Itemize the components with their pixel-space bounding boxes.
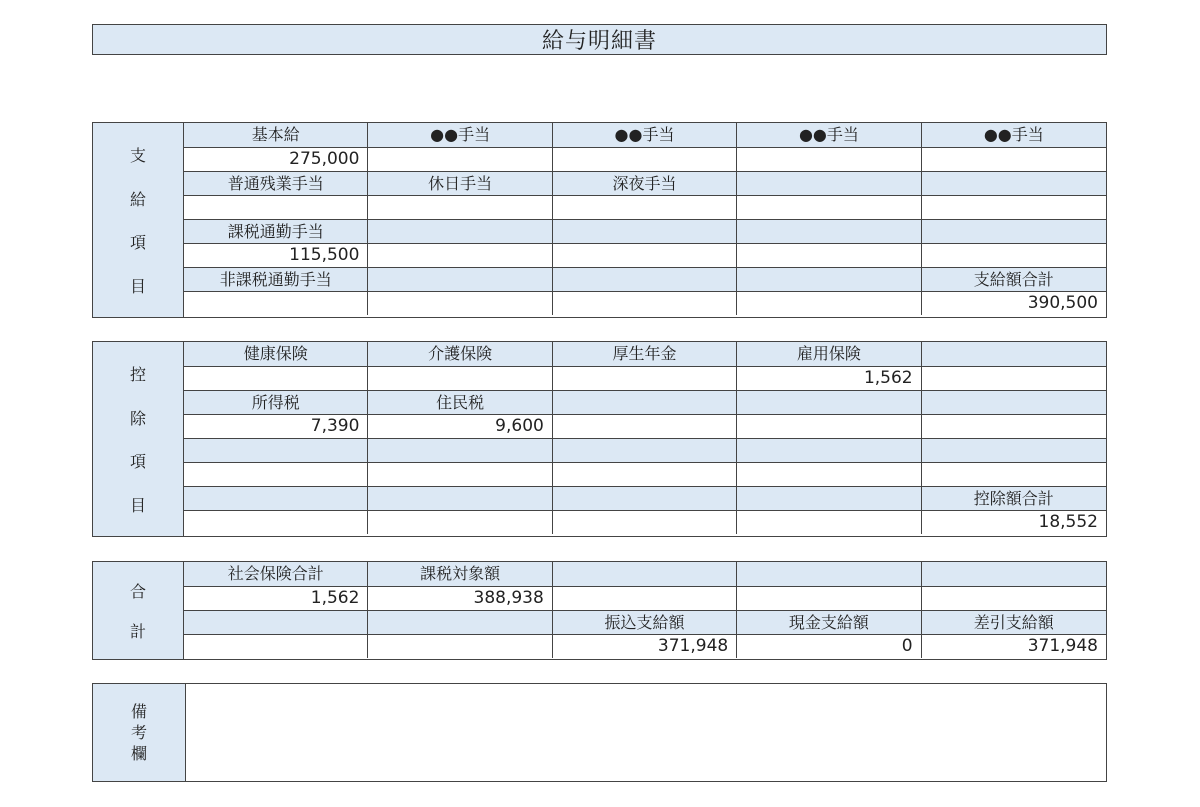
label-row: [184, 171, 1106, 195]
amount-cell[interactable]: [737, 463, 921, 486]
amount-cell[interactable]: [553, 148, 737, 171]
amount-cell[interactable]: [737, 415, 921, 438]
item-label-cell: [922, 439, 1106, 462]
side-label-char: 備: [130, 702, 147, 721]
amount-cell[interactable]: [184, 292, 368, 315]
amount-cell[interactable]: [922, 367, 1106, 390]
side-label-char: 計: [130, 622, 147, 641]
amount-cell[interactable]: [184, 196, 368, 219]
item-label-cell: [922, 220, 1106, 243]
label-row: [184, 219, 1106, 243]
item-label-cell: [737, 439, 921, 462]
item-label-cell: [184, 487, 368, 510]
side-label-char: 考: [130, 723, 147, 742]
label-row: [184, 610, 1106, 634]
item-label-cell: 課税通勤手当: [184, 220, 368, 243]
amount-cell[interactable]: [553, 587, 737, 610]
label-row: [184, 342, 1106, 366]
side-label-char: 目: [130, 495, 147, 515]
deductions-side-label: [93, 342, 184, 536]
value-row: [184, 414, 1106, 438]
side-label-char: 合: [130, 582, 147, 601]
item-label-cell: 普通残業手当: [184, 172, 368, 195]
value-row: [184, 147, 1106, 171]
amount-cell[interactable]: [368, 244, 552, 267]
amount-cell[interactable]: 1,562: [184, 587, 368, 610]
item-label-cell: [922, 342, 1106, 366]
amount-cell[interactable]: 371,948: [553, 635, 737, 658]
value-row: [184, 462, 1106, 486]
totals-side-label: [93, 562, 184, 659]
totals-section: [92, 561, 1107, 660]
item-label-cell: [737, 391, 921, 414]
side-label-char: 控: [130, 365, 147, 385]
amount-cell[interactable]: [737, 587, 921, 610]
value-row: [184, 586, 1106, 610]
totals-grid: [184, 562, 1106, 659]
amount-cell[interactable]: 1,562: [737, 367, 921, 390]
amount-cell[interactable]: [184, 367, 368, 390]
item-label-cell: [553, 268, 737, 291]
item-label-cell: 現金支給額: [737, 611, 921, 634]
deductions-grid: [184, 342, 1106, 536]
amount-cell[interactable]: [737, 244, 921, 267]
item-label-cell: 支給額合計: [973, 270, 1054, 289]
amount-cell[interactable]: 7,390: [184, 415, 368, 438]
amount-cell[interactable]: [184, 511, 368, 534]
amount-cell[interactable]: [737, 148, 921, 171]
value-row: [184, 634, 1106, 658]
side-label-char: 目: [130, 276, 147, 296]
item-label-cell: [553, 487, 737, 510]
label-row: [184, 438, 1106, 462]
amount-cell[interactable]: [922, 196, 1106, 219]
amount-cell[interactable]: [368, 196, 552, 219]
notes-side-label: [93, 684, 186, 781]
item-label-cell: [184, 439, 368, 462]
item-label-cell: [922, 391, 1106, 414]
side-label-char: 欄: [130, 744, 147, 763]
amount-cell[interactable]: [553, 415, 737, 438]
amount-cell[interactable]: [922, 244, 1106, 267]
item-label-cell: [368, 268, 552, 291]
amount-cell[interactable]: 9,600: [368, 415, 552, 438]
amount-cell[interactable]: [553, 292, 737, 315]
amount-cell[interactable]: 0: [737, 635, 921, 658]
label-row: [184, 267, 1106, 291]
notes-section: [92, 683, 1107, 782]
item-label-cell: 差引支給額: [973, 613, 1054, 632]
value-row: [184, 366, 1106, 390]
amount-cell[interactable]: [368, 292, 552, 315]
item-label-cell: 所得税: [184, 391, 368, 414]
item-label-cell: 基本給: [184, 123, 368, 147]
amount-cell[interactable]: [368, 511, 552, 534]
side-label-char: 除: [130, 408, 147, 428]
page-title-text: 給与明細書: [541, 29, 657, 54]
item-label-cell: ●●手当: [737, 123, 921, 147]
item-label-cell: [737, 268, 921, 291]
amount-cell[interactable]: [553, 463, 737, 486]
item-label-cell: 深夜手当: [553, 172, 737, 195]
side-label-char: 給: [130, 189, 147, 209]
item-label-cell: [737, 562, 921, 586]
label-row: [184, 486, 1106, 510]
item-label-cell: [184, 611, 368, 634]
amount-cell[interactable]: [737, 292, 921, 315]
payments-grid: [184, 123, 1106, 317]
amount-cell[interactable]: [184, 463, 368, 486]
amount-cell[interactable]: [922, 463, 1106, 486]
amount-cell[interactable]: 390,500: [1027, 293, 1098, 313]
item-label-cell: [922, 172, 1106, 195]
item-label-cell: 社会保険合計: [184, 562, 368, 586]
amount-cell[interactable]: 388,938: [368, 587, 552, 610]
item-label-cell: [553, 439, 737, 462]
item-label-cell: [368, 487, 552, 510]
item-label-cell: [368, 611, 552, 634]
amount-cell[interactable]: 275,000: [184, 148, 368, 171]
item-label-cell: [553, 391, 737, 414]
amount-cell[interactable]: [922, 587, 1106, 610]
item-label-cell: [737, 220, 921, 243]
item-label-cell: 非課税通勤手当: [184, 268, 368, 291]
payments-side-label: [93, 123, 184, 317]
item-label-cell: 厚生年金: [553, 342, 737, 366]
amount-cell[interactable]: [922, 415, 1106, 438]
item-label-cell: ●●手当: [983, 125, 1044, 144]
label-row: [184, 390, 1106, 414]
item-label-cell: 健康保険: [184, 342, 368, 366]
amount-cell[interactable]: 18,552: [1038, 512, 1098, 532]
amount-cell[interactable]: [368, 463, 552, 486]
amount-cell[interactable]: [922, 148, 1106, 171]
notes-body[interactable]: [186, 684, 1106, 781]
amount-cell[interactable]: 115,500: [184, 244, 368, 267]
side-label-char: 項: [130, 452, 147, 472]
amount-cell[interactable]: [553, 244, 737, 267]
item-label-cell: [922, 562, 1106, 586]
item-label-cell: 控除額合計: [973, 489, 1054, 508]
amount-cell[interactable]: [737, 511, 921, 534]
item-label-cell: [368, 439, 552, 462]
value-row: [184, 243, 1106, 267]
payments-section: [92, 122, 1107, 318]
item-label-cell: [553, 220, 737, 243]
amount-cell[interactable]: [553, 511, 737, 534]
item-label-cell: 課税対象額: [368, 562, 552, 586]
label-row: [184, 562, 1106, 586]
item-label-cell: 雇用保険: [737, 342, 921, 366]
item-label-cell: 住民税: [368, 391, 552, 414]
value-row: [184, 291, 1106, 315]
amount-cell[interactable]: [368, 148, 552, 171]
item-label-cell: 休日手当: [368, 172, 552, 195]
amount-cell[interactable]: [553, 196, 737, 219]
amount-cell[interactable]: [368, 367, 552, 390]
item-label-cell: 振込支給額: [553, 611, 737, 634]
amount-cell[interactable]: [737, 196, 921, 219]
page-title: [92, 24, 1107, 55]
amount-cell[interactable]: [368, 635, 552, 658]
deductions-section: [92, 341, 1107, 537]
item-label-cell: ●●手当: [553, 123, 737, 147]
item-label-cell: [368, 220, 552, 243]
amount-cell[interactable]: 371,948: [1027, 636, 1098, 656]
side-label-char: 項: [130, 233, 147, 253]
side-label-char: 支: [130, 146, 147, 166]
item-label-cell: ●●手当: [368, 123, 552, 147]
value-row: [184, 510, 1106, 534]
amount-cell[interactable]: [184, 635, 368, 658]
value-row: [184, 195, 1106, 219]
item-label-cell: [737, 487, 921, 510]
label-row: [184, 123, 1106, 147]
item-label-cell: 介護保険: [368, 342, 552, 366]
item-label-cell: [737, 172, 921, 195]
amount-cell[interactable]: [553, 367, 737, 390]
item-label-cell: [553, 562, 737, 586]
